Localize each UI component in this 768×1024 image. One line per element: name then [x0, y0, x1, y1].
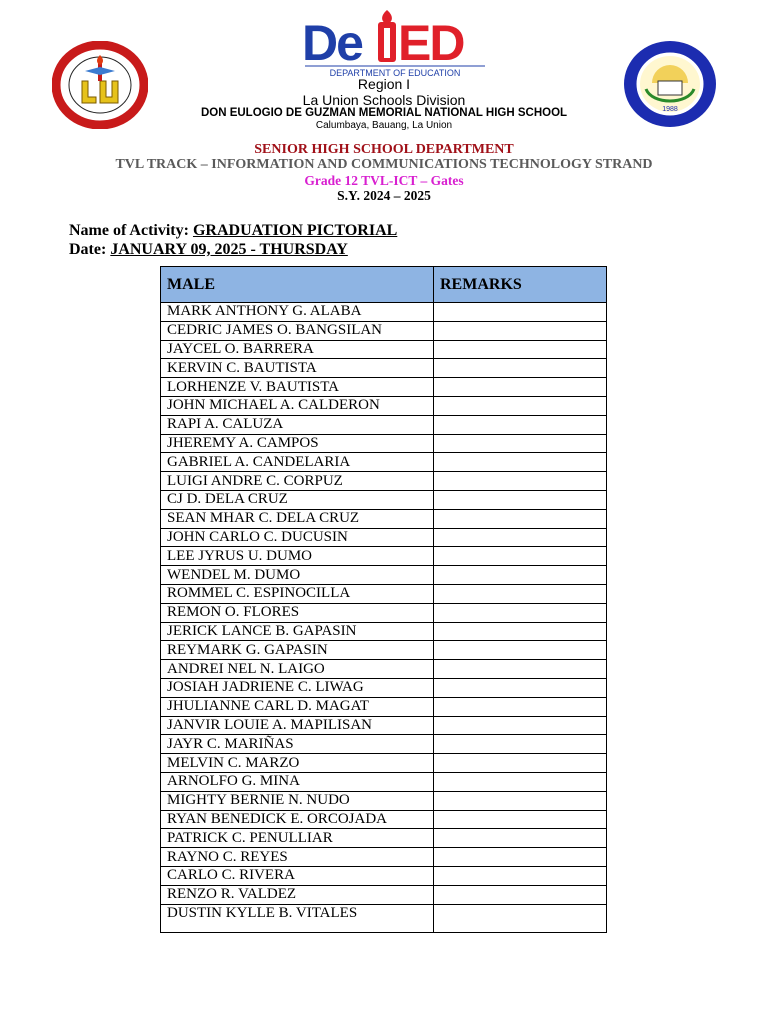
- remarks-cell[interactable]: [434, 772, 607, 791]
- activity-name-line: [69, 222, 397, 240]
- school-seal-year: 1988: [662, 106, 678, 113]
- student-name-cell: DUSTIN KYLLE B. VITALES: [161, 904, 434, 932]
- student-name-cell: RAPI A. CALUZA: [161, 415, 434, 434]
- student-name-cell: ANDREI NEL N. LAIGO: [161, 660, 434, 679]
- table-row: [161, 490, 607, 509]
- student-name-cell: ROMMEL C. ESPINOCILLA: [161, 584, 434, 603]
- student-name-cell: LEE JYRUS U. DUMO: [161, 547, 434, 566]
- svg-text:ED: ED: [398, 15, 464, 71]
- remarks-cell[interactable]: [434, 303, 607, 322]
- remarks-cell[interactable]: [434, 584, 607, 603]
- remarks-cell[interactable]: [434, 509, 607, 528]
- remarks-cell[interactable]: [434, 791, 607, 810]
- student-name-cell: WENDEL M. DUMO: [161, 566, 434, 585]
- school-year: S.Y. 2024 – 2025: [337, 188, 431, 203]
- student-name-cell: RAYNO C. REYES: [161, 848, 434, 867]
- remarks-cell[interactable]: [434, 603, 607, 622]
- student-name-cell: MELVIN C. MARZO: [161, 754, 434, 773]
- table-row: [161, 509, 607, 528]
- table-row: [161, 603, 607, 622]
- table-row: [161, 754, 607, 773]
- remarks-cell[interactable]: [434, 321, 607, 340]
- table-row: [161, 904, 607, 932]
- activity-name-value: GRADUATION PICTORIAL: [192, 222, 398, 239]
- student-name-cell: PATRICK C. PENULLIAR: [161, 829, 434, 848]
- region-label: Region I: [357, 76, 411, 92]
- school-address: Calumbaya, Bauang, La Union: [315, 120, 453, 131]
- remarks-cell[interactable]: [434, 810, 607, 829]
- student-name-cell: CJ D. DELA CRUZ: [161, 490, 434, 509]
- remarks-cell[interactable]: [434, 754, 607, 773]
- remarks-cell[interactable]: [434, 415, 607, 434]
- table-row: [161, 829, 607, 848]
- table-row: [161, 622, 607, 641]
- student-name-cell: MIGHTY BERNIE N. NUDO: [161, 791, 434, 810]
- student-name-cell: ARNOLFO G. MINA: [161, 772, 434, 791]
- remarks-cell[interactable]: [434, 528, 607, 547]
- table-row: [161, 453, 607, 472]
- table-body: [161, 303, 607, 933]
- table-row: [161, 434, 607, 453]
- student-name-cell: JHULIANNE CARL D. MAGAT: [161, 697, 434, 716]
- activity-name-label: Name of Activity:: [69, 222, 189, 239]
- remarks-cell[interactable]: [434, 716, 607, 735]
- deped-logo-subtitle: DEPARTMENT OF EDUCATION: [329, 68, 461, 78]
- student-name-cell: JHEREMY A. CAMPOS: [161, 434, 434, 453]
- student-name-cell: JAYCEL O. BARRERA: [161, 340, 434, 359]
- student-name-cell: LUIGI ANDRE C. CORPUZ: [161, 472, 434, 491]
- student-name-cell: JOHN CARLO C. DUCUSIN: [161, 528, 434, 547]
- table-row: [161, 641, 607, 660]
- table-row: [161, 678, 607, 697]
- table-row: [161, 848, 607, 867]
- column-header-male: MALE: [161, 267, 434, 303]
- remarks-cell[interactable]: [434, 829, 607, 848]
- student-name-cell: REYMARK G. GAPASIN: [161, 641, 434, 660]
- table-row: [161, 584, 607, 603]
- activity-date-label: Date:: [69, 241, 107, 258]
- remarks-cell[interactable]: [434, 848, 607, 867]
- table-row: [161, 396, 607, 415]
- student-name-cell: GABRIEL A. CANDELARIA: [161, 453, 434, 472]
- student-name-cell: CARLO C. RIVERA: [161, 866, 434, 885]
- school-name: DON EULOGIO DE GUZMAN MEMORIAL NATIONAL HIGH SCHOOL: [200, 107, 568, 119]
- student-name-cell: RYAN BENEDICK E. ORCOJADA: [161, 810, 434, 829]
- remarks-cell[interactable]: [434, 660, 607, 679]
- table-row: [161, 772, 607, 791]
- table-row: [161, 303, 607, 322]
- remarks-cell[interactable]: [434, 547, 607, 566]
- remarks-cell[interactable]: [434, 434, 607, 453]
- student-name-cell: JOHN MICHAEL A. CALDERON: [161, 396, 434, 415]
- table-row: [161, 697, 607, 716]
- remarks-cell[interactable]: [434, 566, 607, 585]
- table-row: [161, 359, 607, 378]
- activity-date-value: JANUARY 09, 2025 - THURSDAY: [110, 241, 348, 258]
- student-name-cell: REMON O. FLORES: [161, 603, 434, 622]
- student-name-cell: JAYR C. MARIÑAS: [161, 735, 434, 754]
- division-label: La Union Schools Division: [302, 92, 466, 108]
- table-row: [161, 340, 607, 359]
- remarks-cell[interactable]: [434, 340, 607, 359]
- table-row: [161, 547, 607, 566]
- table-row: [161, 716, 607, 735]
- student-name-cell: SEAN MHAR C. DELA CRUZ: [161, 509, 434, 528]
- remarks-cell[interactable]: [434, 697, 607, 716]
- table-row: [161, 321, 607, 340]
- table-row: [161, 378, 607, 397]
- student-name-cell: MARK ANTHONY G. ALABA: [161, 303, 434, 322]
- remarks-cell[interactable]: [434, 396, 607, 415]
- table-row: [161, 472, 607, 491]
- remarks-cell[interactable]: [434, 885, 607, 904]
- student-name-cell: RENZO R. VALDEZ: [161, 885, 434, 904]
- table-row: [161, 566, 607, 585]
- table-row: [161, 866, 607, 885]
- column-header-remarks: REMARKS: [434, 267, 607, 303]
- table-row: [161, 660, 607, 679]
- deped-logo: [300, 8, 490, 80]
- student-name-cell: JANVIR LOUIE A. MAPILISAN: [161, 716, 434, 735]
- table-row: [161, 885, 607, 904]
- department-title: SENIOR HIGH SCHOOL DEPARTMENT: [254, 142, 514, 157]
- remarks-cell[interactable]: [434, 904, 607, 932]
- table-header-row: [161, 267, 607, 303]
- activity-date-line: [69, 241, 348, 259]
- remarks-cell[interactable]: [434, 359, 607, 378]
- svg-text:De: De: [302, 15, 362, 71]
- table-row: [161, 415, 607, 434]
- remarks-cell[interactable]: [434, 622, 607, 641]
- attendance-table: [160, 266, 607, 933]
- table-row: [161, 810, 607, 829]
- remarks-cell[interactable]: [434, 453, 607, 472]
- remarks-cell[interactable]: [434, 378, 607, 397]
- track-title: TVL TRACK – INFORMATION AND COMMUNICATIONS TECHNOLOGY STRAND: [115, 157, 653, 172]
- table-row: [161, 735, 607, 754]
- remarks-cell[interactable]: [434, 866, 607, 885]
- remarks-cell[interactable]: [434, 490, 607, 509]
- remarks-cell[interactable]: [434, 678, 607, 697]
- remarks-cell[interactable]: [434, 735, 607, 754]
- remarks-cell[interactable]: [434, 641, 607, 660]
- student-name-cell: KERVIN C. BAUTISTA: [161, 359, 434, 378]
- student-name-cell: CEDRIC JAMES O. BANGSILAN: [161, 321, 434, 340]
- table-row: [161, 528, 607, 547]
- student-name-cell: LORHENZE V. BAUTISTA: [161, 378, 434, 397]
- student-name-cell: JOSIAH JADRIENE C. LIWAG: [161, 678, 434, 697]
- student-name-cell: JERICK LANCE B. GAPASIN: [161, 622, 434, 641]
- grade-section: Grade 12 TVL-ICT – Gates: [304, 173, 464, 188]
- remarks-cell[interactable]: [434, 472, 607, 491]
- table-row: [161, 791, 607, 810]
